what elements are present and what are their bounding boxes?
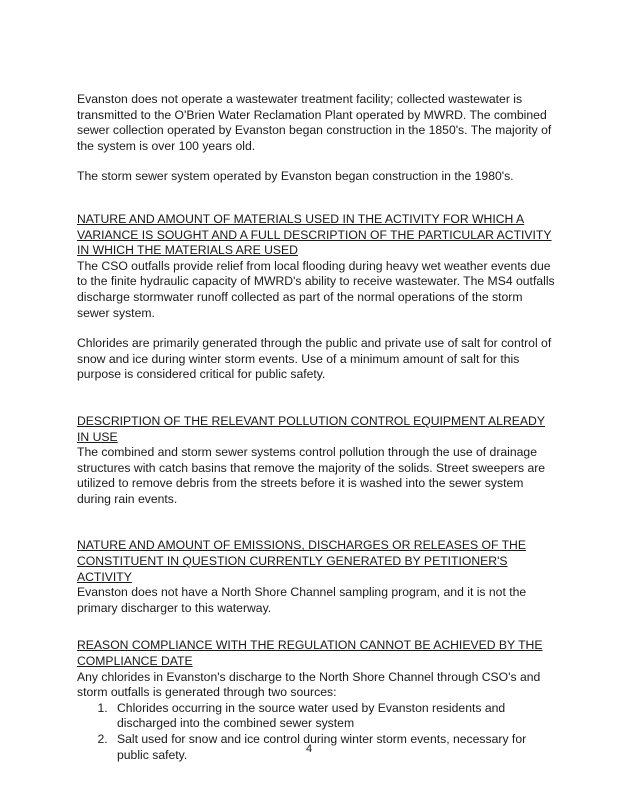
- section-heading: DESCRIPTION OF THE RELEVANT POLLUTION CONTROL EQUIPMENT ALREADY IN USE: [77, 413, 545, 444]
- section-heading: NATURE AND AMOUNT OF EMISSIONS, DISCHARGES OR RELEASES OF THE CONSTITUENT IN QUESTION CURRENTLY GENERATED BY PETITIONER'S ACTIVITY: [77, 538, 526, 584]
- section-materials: [77, 212, 557, 383]
- section-heading: REASON COMPLIANCE WITH THE REGULATION CANNOT BE ACHIEVED BY THE COMPLIANCE DATE: [77, 638, 543, 669]
- section-emissions: [77, 538, 557, 616]
- section-body-paragraph: Evanston does not have a North Shore Channel sampling program, and it is not the primary discharger to this waterway.: [77, 585, 527, 615]
- list-item: 1. Chlorides occurring in the source water used by Evanston residents and discharged into the combined sewer system: [111, 701, 557, 732]
- list-item: 2. Salt used for snow and ice control during winter storm events, necessary for public safety.: [111, 732, 557, 763]
- section-body-paragraph: The combined and storm sewer systems control pollution through the use of drainage structures with catch basins that remove the majority of the solids. Street sweepers are utilized to remove debris from the streets before it is washed into the sewer system during rain events.: [77, 445, 546, 506]
- section-pollution-control: [77, 414, 557, 508]
- section-body-paragraph: The CSO outfalls provide relief from local flooding during heavy wet weather events due to the finite hydraulic capacity of MWRD's ability to receive wastewater. The MS4 outfalls discharge stormwater runoff collected as part of the normal operations of the storm sewer system.: [77, 258, 555, 320]
- section-body-paragraph: Chlorides are primarily generated through the public and private use of salt for control of snow and ice during winter storm events. Use of a minimum amount of salt for this purpose is considered critical for public safety.: [77, 336, 552, 382]
- section-heading: NATURE AND AMOUNT OF MATERIALS USED IN THE ACTIVITY FOR WHICH A VARIANCE IS SOUGHT AND A FULL DESCRIPTION OF THE PARTICULAR ACTIVITY IN WHICH THE MATERIALS ARE USED: [77, 211, 552, 258]
- section-body-paragraph: Any chlorides in Evanston's discharge to the North Shore Channel through CSO's and storm outfalls is generated through two sources:: [77, 669, 541, 700]
- intro-paragraph: Evanston does not operate a wastewater treatment facility; collected wastewater is transmitted to the O'Brien Water Reclamation Plant operated by MWRD. The combined sewer collection operated by Evanston began construction in the 1850's. The majority of the system is over 100 years old.: [77, 92, 552, 153]
- page-number: 4: [305, 743, 313, 755]
- document-page: [77, 92, 557, 763]
- storm-sewer-paragraph: The storm sewer system operated by Evanston began construction in the 1980's.: [77, 169, 514, 184]
